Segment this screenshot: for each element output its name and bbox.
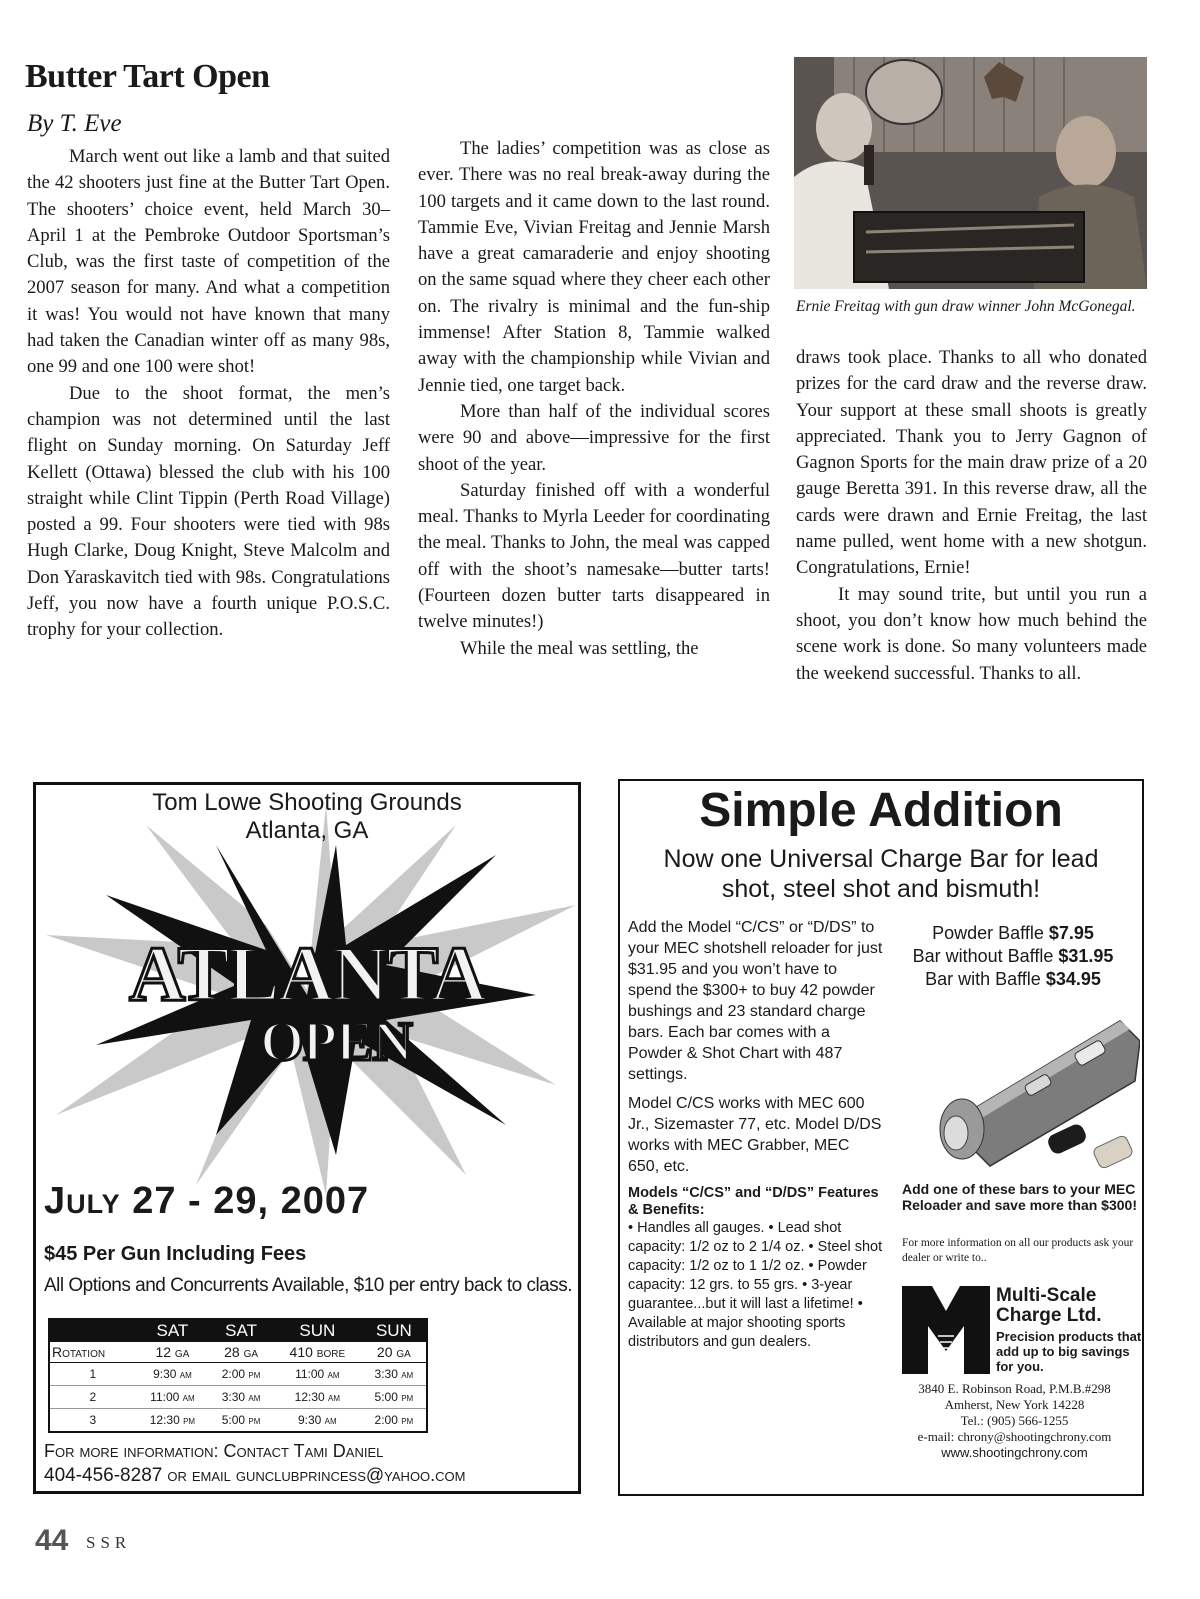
paragraph: Due to the shoot format, the men’s champion was not determined until the last flight on Sunday morning. On Saturday Jeff Kellett (Ottawa) blessed the club with his 100 straight while Clint Tippin (Perth Road Village) posted a 99. Four shooters were tied with 98s Hugh Clarke, Doug Knight, Steve Malcolm and Don Yaraskavitch tied with 98s. Congratulations Jeff, you now have a fourth unique P.O.S.C. trophy for your collection. xyxy=(27,382,390,641)
table-cell: Rotation xyxy=(49,1342,136,1363)
price-list xyxy=(888,922,1138,991)
price-item: Bar without Baffle $31.95 xyxy=(912,946,1114,966)
starburst-graphic xyxy=(36,785,578,1205)
charge-bar-image xyxy=(930,1001,1140,1181)
table-cell: 9:30 am xyxy=(136,1363,210,1386)
venue xyxy=(36,789,578,845)
table-row xyxy=(49,1386,427,1409)
atlanta-logo-line2: OPEN xyxy=(260,1011,412,1073)
table-cell: 12:30 pm xyxy=(136,1409,210,1433)
table-header: SUN xyxy=(362,1319,427,1342)
address-line: 3840 E. Robinson Road, P.M.B.#298 xyxy=(918,1381,1111,1396)
address-line: Amherst, New York 14228 xyxy=(944,1397,1085,1412)
table-cell: 5:00 pm xyxy=(362,1386,427,1409)
table-row xyxy=(49,1363,427,1386)
contact-info xyxy=(44,1439,466,1488)
company-tagline: Precision products that add up to big savings for you. xyxy=(996,1329,1142,1374)
atlanta-logo-line1: ATLANTA xyxy=(129,930,485,1017)
table-cell: 2:00 pm xyxy=(209,1363,273,1386)
company-address xyxy=(882,1381,1144,1461)
photo-illustration xyxy=(794,57,1147,289)
ad-body-text: Model C/CS works with MEC 600 Jr., Sizemaster 77, etc. Model D/DS works with MEC Grabber, MEC 650, etc. xyxy=(628,1095,882,1175)
article-column-1 xyxy=(27,144,390,644)
table-cell: 12:30 am xyxy=(273,1386,362,1409)
ad-body xyxy=(628,917,883,1352)
table-header: SAT xyxy=(209,1319,273,1342)
article-column-2 xyxy=(418,136,770,662)
contact-phone: 404-456-8287 xyxy=(44,1465,163,1486)
ad-subtitle-line2: shot, steel shot and bismuth! xyxy=(721,875,1041,903)
table-row xyxy=(49,1409,427,1433)
paragraph: Saturday finished off with a wonderful meal. Thanks to Myrla Leeder for coordinating the meal. Thanks to John, the meal was capped off with the shoot’s namesake—butter tarts! (Fourteen dozen butter tarts disappeared in twelve minutes!) xyxy=(418,479,770,633)
article-byline: By T. Eve xyxy=(27,110,122,137)
paragraph: It may sound trite, but until you run a shoot, you don’t know how much behind the scene work is done. So many volunteers made the weekend successful. Thanks to all. xyxy=(796,583,1147,684)
features-heading: Models “C/CS” and “D/DS” Features & Benefits: xyxy=(628,1185,879,1218)
table-cell: 9:30 am xyxy=(273,1409,362,1433)
table-header: SAT xyxy=(136,1319,210,1342)
table-cell: 2:00 pm xyxy=(362,1409,427,1433)
multi-scale-logo-icon xyxy=(902,1286,990,1374)
photo-gun-draw-winner xyxy=(794,57,1147,289)
atlanta-open-advertisement xyxy=(33,782,581,1494)
table-row xyxy=(49,1342,427,1363)
contact-name: For more information: Contact Tami Daniel xyxy=(44,1441,384,1461)
article-title: Butter Tart Open xyxy=(25,58,270,95)
ad-subtitle xyxy=(620,844,1142,904)
publication-name: SSR xyxy=(86,1533,132,1552)
paragraph: While the meal was settling, the xyxy=(460,637,699,659)
ad-subtitle-line1: Now one Universal Charge Bar for lead xyxy=(663,845,1099,873)
paragraph: More than half of the individual scores were 90 and above—impressive for the first shoot of the year. xyxy=(418,400,770,475)
table-header-row xyxy=(49,1319,427,1342)
event-date: July 27 - 29, 2007 xyxy=(44,1180,370,1222)
contact-email: gunclubprincess@yahoo.com xyxy=(235,1465,466,1485)
ad-body-text: Add the Model “C/CS” or “D/DS” to your MEC shotshell reloader for just $31.95 and you won’t have to spend the $300+ to buy 42 powder bushings and 23 standard charge bars. Each bar comes with a Powder & Shot Chart with 487 settings. xyxy=(628,919,883,1083)
table-cell: 5:00 pm xyxy=(209,1409,273,1433)
rotation-schedule-table xyxy=(48,1318,428,1433)
features-list: • Handles all gauges. • Lead shot capacity: 1/2 oz to 2 1/4 oz. • Steel shot capacity: 1/2 oz to 1 1/2 oz. • Powder capacity: 12 grs. to 55 grs. • 3-year guarantee...but it will last a lifetime! • Available at major shooting sports distributors and gun dealers. xyxy=(628,1220,883,1350)
company-website: www.shootingchrony.com xyxy=(941,1445,1088,1460)
table-header: SUN xyxy=(273,1319,362,1342)
table-cell: 11:00 am xyxy=(136,1386,210,1409)
ad-info-text: For more information on all our products ask your dealer or write to.. xyxy=(902,1237,1134,1264)
table-cell: 3:30 am xyxy=(362,1363,427,1386)
photo-caption: Ernie Freitag with gun draw winner John McGonegal. xyxy=(796,298,1136,315)
simple-addition-advertisement xyxy=(618,779,1144,1496)
paragraph: March went out like a lamb and that suited the 42 shooters just fine at the Butter Tart Open. The shooters’ choice event, held March 30–April 1 at the Pembroke Outdoor Sportsman’s Club, was the first taste of competition of the 2007 season for many. And what a competition it was! You would not have known that many had taken the Canadian winter off as many 98s, one 99 and one 100 were shot! xyxy=(27,146,390,378)
company-name: Multi-Scale Charge Ltd. xyxy=(996,1285,1102,1326)
price-item: Powder Baffle $7.95 xyxy=(932,923,1094,943)
table-cell: 28 ga xyxy=(209,1342,273,1363)
company-email: e-mail: chrony@shootingchrony.com xyxy=(917,1429,1112,1444)
table-cell: 20 ga xyxy=(362,1342,427,1363)
event-options: All Options and Concurrents Available, $10 per entry back to class. xyxy=(44,1275,573,1296)
paragraph: draws took place. Thanks to all who donated prizes for the card draw and the reverse draw. Your support at these small shoots is greatly appreciated. Thank you to Jerry Gagnon of Gagnon Sports for the main draw prize of a 20 gauge Beretta 391. In this reverse draw, all the cards were drawn and Ernie Freitag, the last name pulled, went home with a new shotgun. Congratulations, Ernie! xyxy=(796,347,1147,579)
table-cell: 410 bore xyxy=(273,1342,362,1363)
ad-call-to-action: Add one of these bars to your MEC Reloader and save more than $300! xyxy=(902,1181,1137,1213)
company-phone: Tel.: (905) 566-1255 xyxy=(960,1413,1069,1428)
table-cell: 1 xyxy=(49,1363,136,1386)
event-price: $45 Per Gun Including Fees xyxy=(44,1243,307,1265)
contact-email-label: or email xyxy=(167,1465,231,1485)
price-item: Bar with Baffle $34.95 xyxy=(925,969,1101,989)
venue-city: Atlanta, GA xyxy=(245,817,369,844)
table-cell: 3:30 am xyxy=(209,1386,273,1409)
paragraph: The ladies’ competition was as close as ever. There was no real break-away during the 100 targets and it came down to the last round. Tammie Eve, Vivian Freitag and Jennie Marsh have a great camaraderie and enjoy shooting on the same squad where they cheer each other on. The rivalry is minimal and the fun-ship immense! After Station 8, Tammie walked away with the championship while Vivian and Jennie tied, one target back. xyxy=(418,138,770,396)
ad-title: Simple Addition xyxy=(699,784,1063,837)
venue-name: Tom Lowe Shooting Grounds xyxy=(152,789,462,816)
page-number: 44 xyxy=(35,1524,69,1557)
table-cell: 12 ga xyxy=(136,1342,210,1363)
table-cell: 3 xyxy=(49,1409,136,1433)
table-cell: 11:00 am xyxy=(273,1363,362,1386)
article-column-3 xyxy=(796,345,1147,687)
table-cell: 2 xyxy=(49,1386,136,1409)
